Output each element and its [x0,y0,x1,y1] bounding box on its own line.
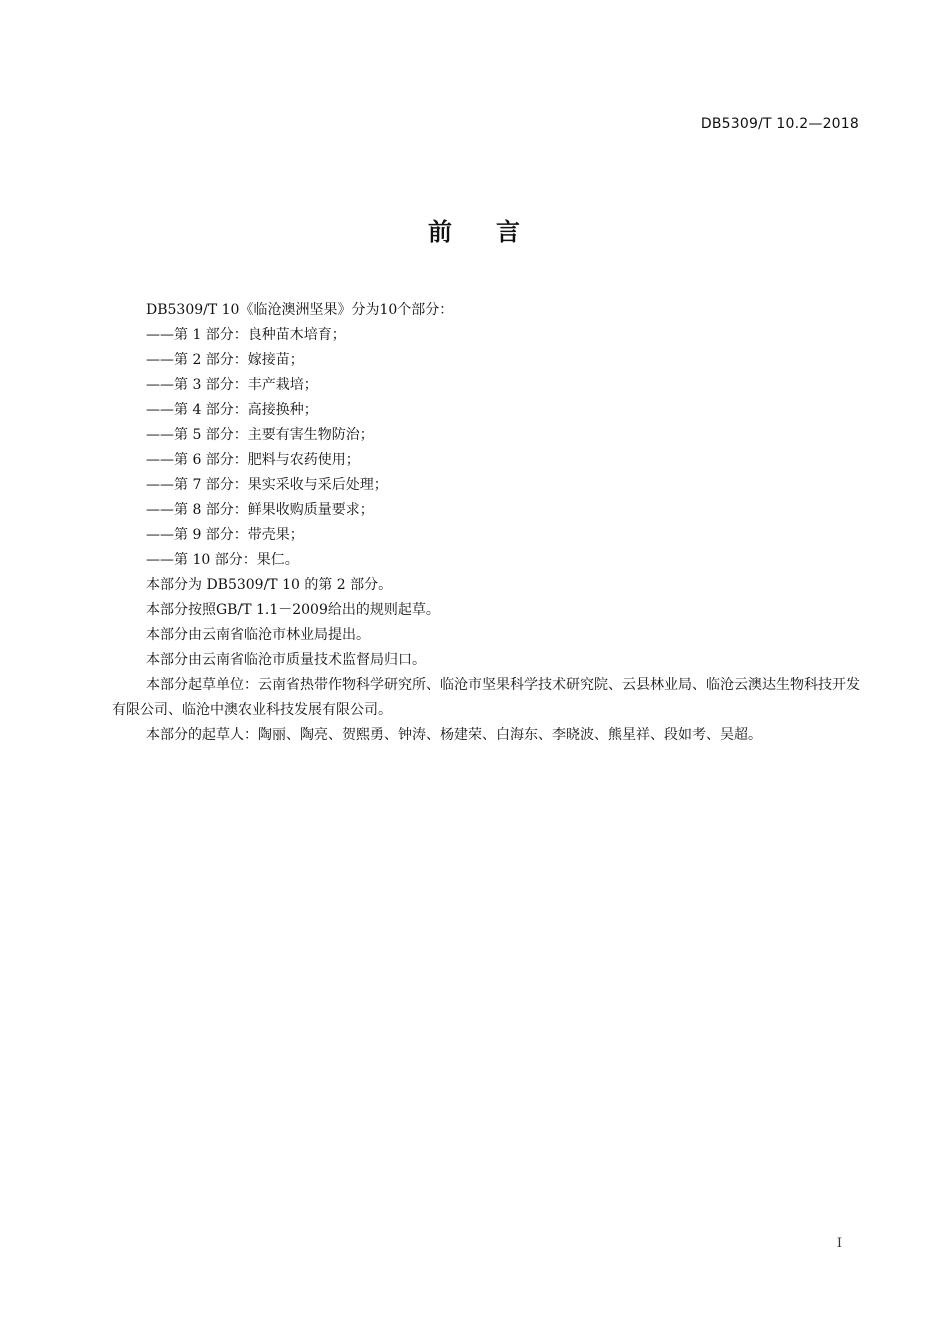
foreword-body [112,298,862,748]
list-item: ——第 9 部分：带壳果； [146,527,304,543]
statement-paragraph: 本部分按照GB/T 1.1－2009给出的规则起草。 [146,602,440,618]
title-char-2: 言 [496,218,522,246]
list-item: ——第 4 部分：高接换种； [146,402,318,418]
statement-paragraph: 本部分由云南省临沧市林业局提出。 [146,627,370,643]
drafting-units-paragraph: 本部分起草单位：云南省热带作物科学研究所、临沧市坚果科学技术研究院、云县林业局、临沧云澳达生物科技开发有限公司、临沧中澳农业科技发展有限公司。 [112,677,860,718]
list-item: ——第 7 部分：果实采收与采后处理； [146,477,388,493]
list-item: ——第 10 部分：果仁。 [146,552,299,568]
statement-paragraph: 本部分由云南省临沧市质量技术监督局归口。 [146,652,426,668]
statement-paragraph: 本部分为 DB5309/T 10 的第 2 部分。 [146,577,393,593]
title-char-1: 前 [428,218,454,246]
page-number: I [836,1236,842,1251]
page-title [0,212,950,247]
list-item: ——第 6 部分：肥料与农药使用； [146,452,360,468]
list-item: ——第 2 部分：嫁接苗； [146,352,304,368]
document-code: DB5309/T 10.2—2018 [700,116,859,132]
drafters-paragraph: 本部分的起草人：陶丽、陶亮、贺熙勇、钟涛、杨建荣、白海东、李晓波、熊星祥、段如考、吴超。 [146,727,762,743]
list-item: ——第 5 部分：主要有害生物防治； [146,427,374,443]
list-item: ——第 1 部分：良种苗木培育； [146,327,346,343]
list-item: ——第 3 部分：丰产栽培； [146,377,318,393]
intro-paragraph: DB5309/T 10《临沧澳洲坚果》分为10个部分： [146,302,454,318]
list-item: ——第 8 部分：鲜果收购质量要求； [146,502,374,518]
